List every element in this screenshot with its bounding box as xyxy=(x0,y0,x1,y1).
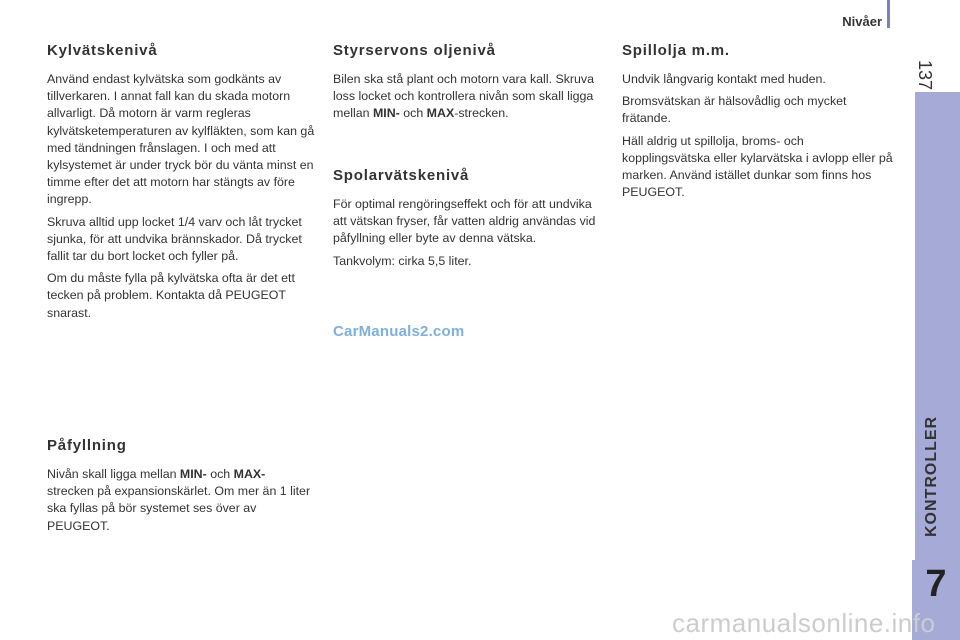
coolant-paragraph-2: Skruva alltid upp locket 1/4 varv och låt trycket sjunka, för att undvika brännskador. Då trycket fallit tar du bort locket och fyller på. xyxy=(47,214,302,264)
min-marker: MIN- xyxy=(179,467,207,481)
ps-text-pre: Bilen ska stå plant och motorn vara kall. Skruva loss locket och kontrollera nivån som skall ligga mellan xyxy=(333,72,595,121)
watermark-carmanuals2: CarManuals2.com xyxy=(333,323,465,340)
header-divider xyxy=(887,0,890,28)
max-marker: MAX- xyxy=(233,467,266,481)
washer-paragraph-1: För optimal rengöringseffekt och för att undvika att vätskan fryser, får vatten aldrig användas vid påfyllning eller byte av denna vätska. xyxy=(333,197,596,246)
page-header-title: Nivåer xyxy=(842,14,882,29)
section-title-power-steering: Styrservons oljenivå xyxy=(333,42,496,59)
column-3 xyxy=(622,42,894,206)
coolant-paragraph-3: Om du måste fylla på kylvätska ofta är det ett tecken på problem. Kontakta då PEUGEOT snarast. xyxy=(47,271,295,320)
ps-min-marker: MIN- xyxy=(372,106,400,121)
washer-paragraph-2: Tankvolym: cirka 5,5 liter. xyxy=(333,253,472,268)
chapter-label: KONTROLLER xyxy=(923,415,940,537)
refill-text-pre: Nivån skall ligga mellan xyxy=(47,467,180,481)
ps-max-marker: MAX xyxy=(426,106,455,121)
section-title-coolant: Kylvätskenivå xyxy=(47,42,158,59)
coolant-paragraph-1: Använd endast kylvätska som godkänts av tillverkaren. I annat fall kan du skada motorn allvarligt. Då motorn är varm regleras kylvätsketemperaturen av kylfläkten, som kan gå med tändningen frånslagen. I och med att kylsystemet är under tryck bör du vänta minst en timme efter det att motorn har stängts av före ingrepp. xyxy=(47,72,315,207)
section-title-waste-oil: Spillolja m.m. xyxy=(622,42,730,59)
side-tab-strip xyxy=(912,92,915,560)
refill-text-och: och xyxy=(206,467,234,481)
ps-text-post: -strecken. xyxy=(454,106,509,121)
refill-text-post: strecken på expansionskärlet. Om mer än 1 liter ska fyllas på bör systemet ses över av PEUGEOT. xyxy=(47,484,311,533)
column-2 xyxy=(333,42,605,128)
column-1 xyxy=(47,42,319,327)
chapter-side-tab xyxy=(912,92,960,640)
waste-oil-paragraph-1: Undvik långvarig kontakt med huden. xyxy=(622,72,826,86)
waste-oil-paragraph-2: Bromsvätskan är hälsovådlig och mycket frätande. xyxy=(622,94,847,126)
ps-text-och: och xyxy=(399,106,427,121)
power-steering-paragraph xyxy=(333,71,605,123)
watermark-carmanualsonline: carmanualsonline.info xyxy=(672,608,936,638)
chapter-number: 7 xyxy=(925,563,947,605)
section-title-refill: Påfyllning xyxy=(47,437,127,454)
page-number: 137 xyxy=(915,59,935,91)
section-title-washer: Spolarvätskenivå xyxy=(333,167,470,184)
refill-paragraph xyxy=(47,466,319,535)
waste-oil-paragraph-3: Häll aldrig ut spillolja, broms- och kopplingsvätska eller kylarvätska i avlopp eller på marken. Använd istället dunkar som finns hos PEUGEOT. xyxy=(622,133,893,200)
column-1-bottom xyxy=(47,437,319,540)
column-2-bottom xyxy=(333,167,605,275)
